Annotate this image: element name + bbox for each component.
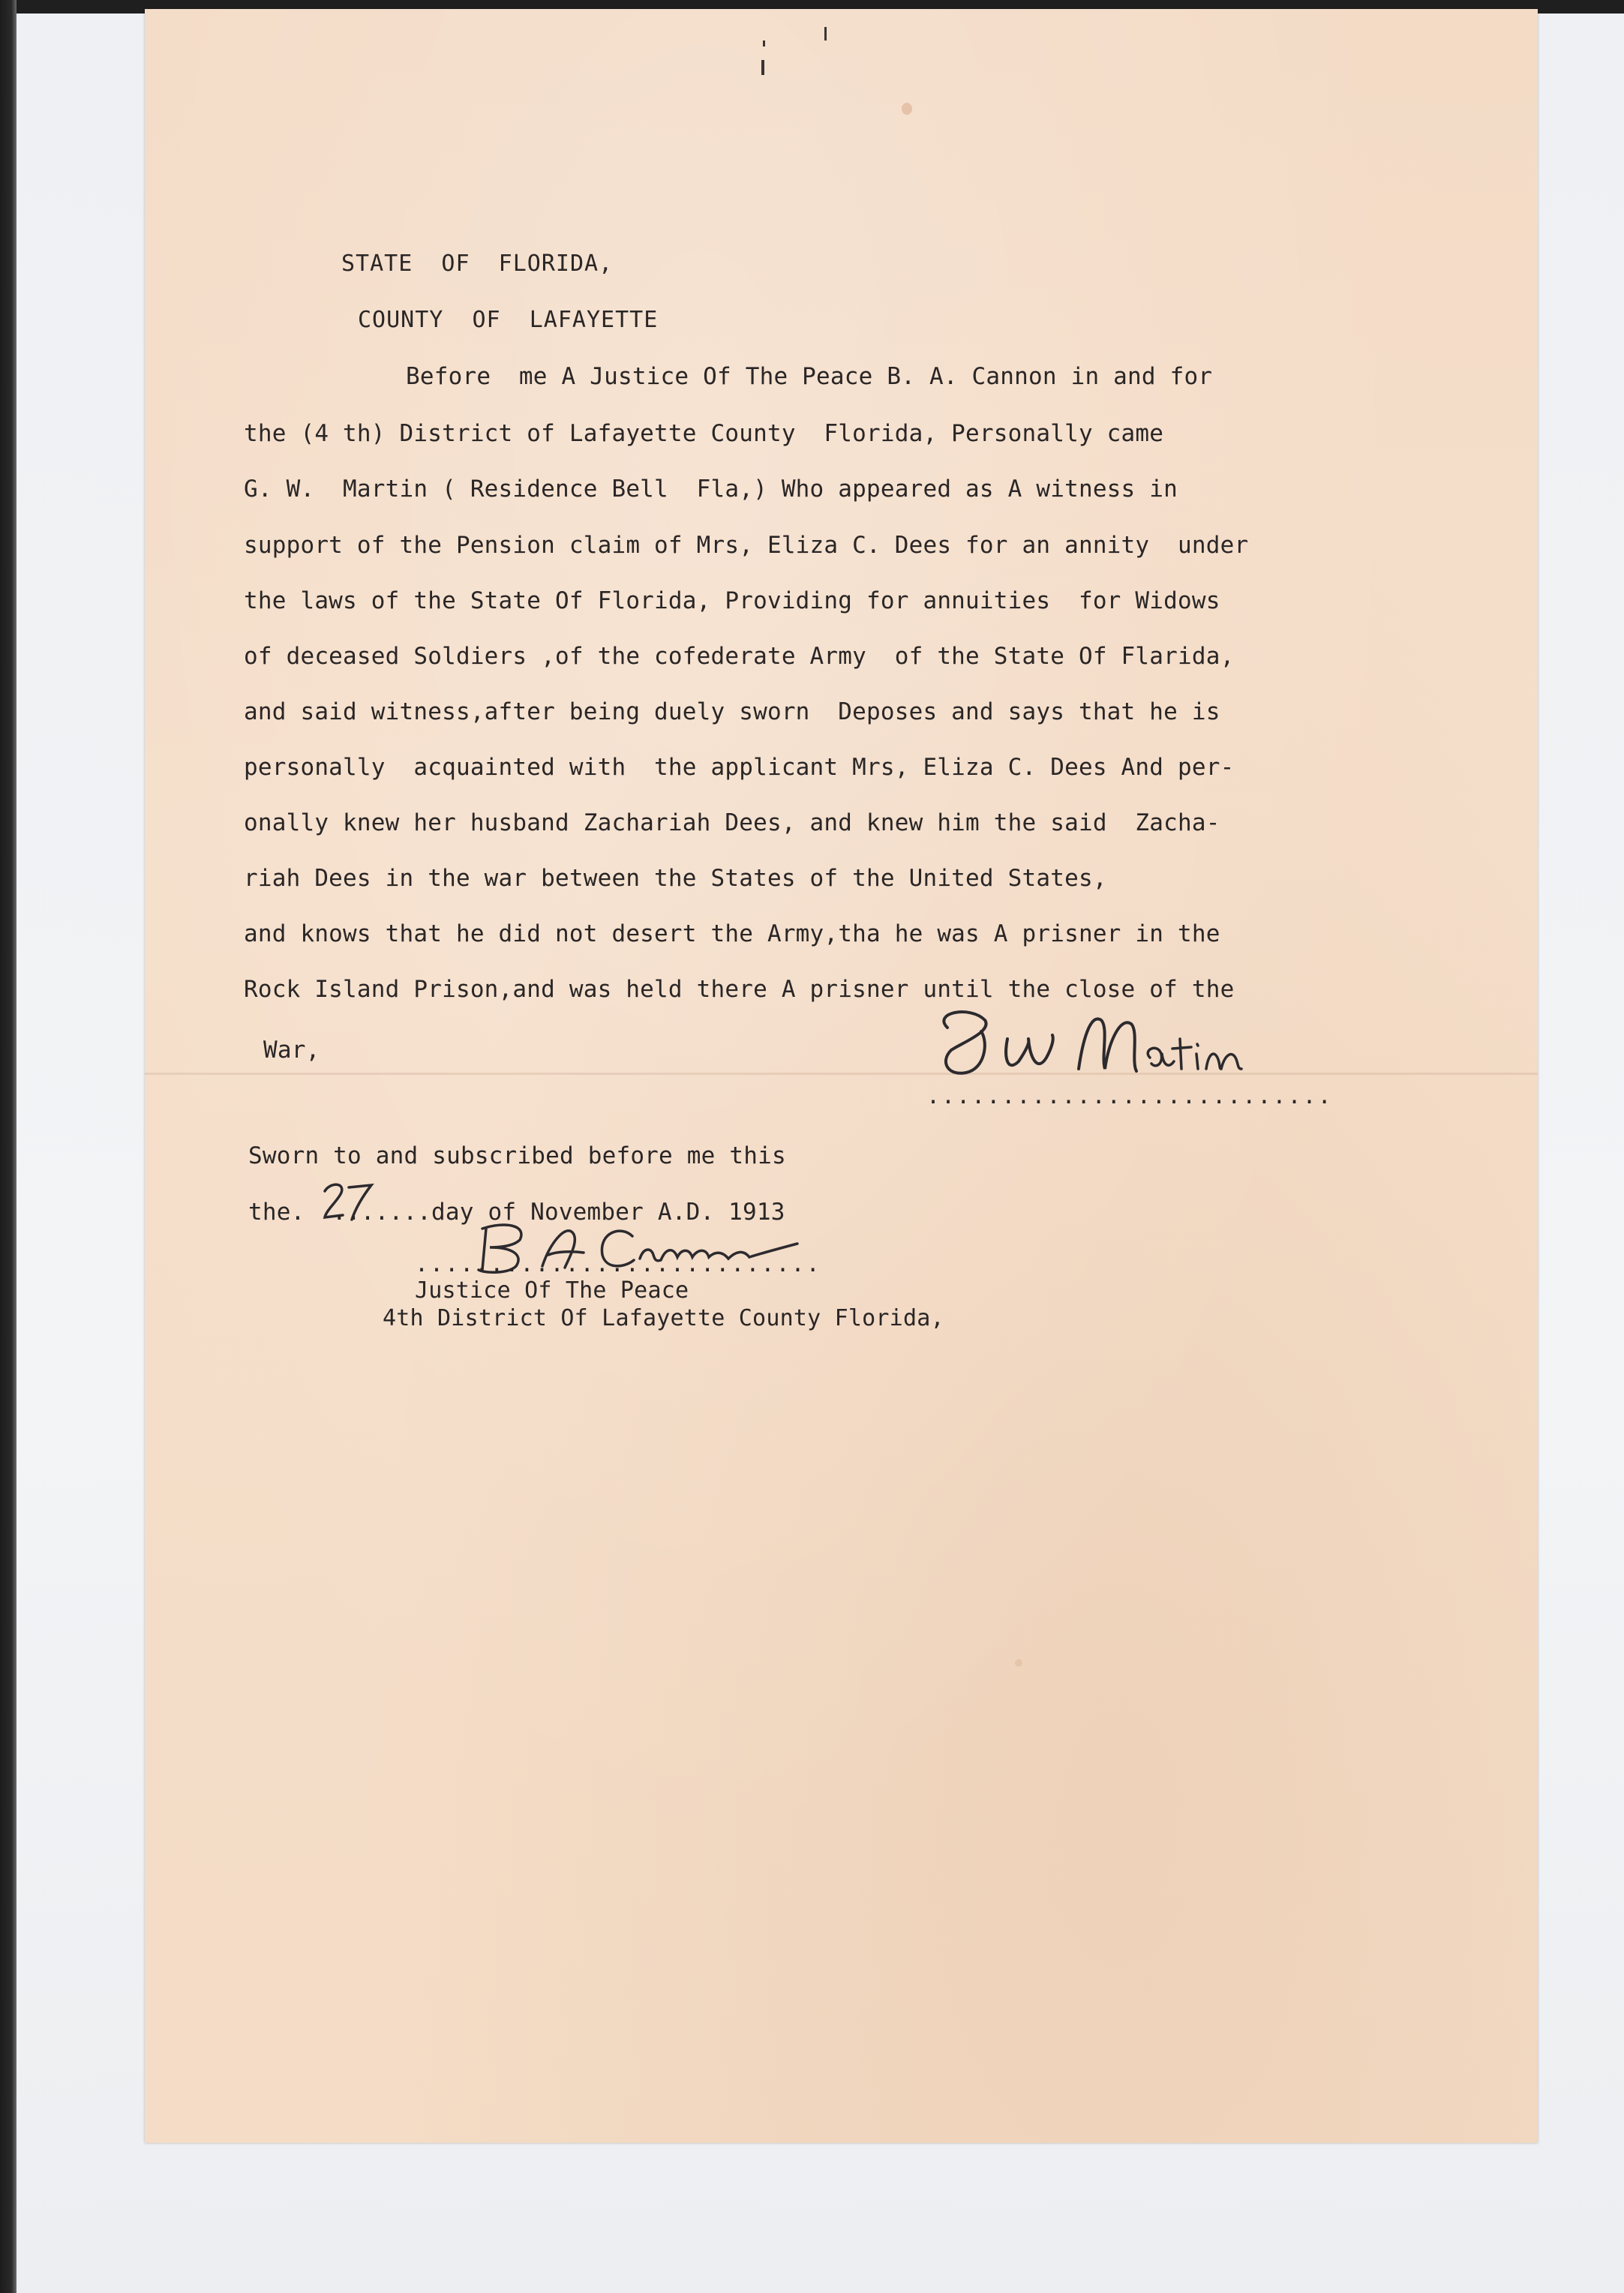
body-line: the laws of the State Of Florida, Providing for annuities for Widows [244,587,1220,614]
official-signature-dots: ........................... [415,1251,821,1277]
witness-signature-dots: ........................... [926,1083,1333,1109]
body-line: and said witness,after being duely sworn Deposes and says that he is [244,698,1220,725]
jurat-line-1: Sworn to and subscribed before me this [248,1142,786,1169]
jurat-line-2-prefix: the. [248,1199,305,1226]
ink-mark [763,41,765,47]
witness-signature [917,998,1270,1095]
body-line: War, [263,1037,320,1064]
body-line: support of the Pension claim of Mrs, Eliza C. Dees for an annity under [244,532,1249,559]
heading-state: STATE OF FLORIDA, [341,251,614,277]
body-line: of deceased Soldiers ,of the cofederate Army of the State Of Flarida, [244,643,1235,670]
scanner-left-edge [0,0,17,2293]
body-line: the (4 th) District of Lafayette County Florida, Personally came [244,420,1164,447]
ink-mark [761,60,764,75]
heading-county: COUNTY OF LAFAYETTE [358,307,659,333]
body-line: personally acquainted with the applicant Mrs, Eliza C. Dees And per- [244,754,1235,781]
official-title-line-2: 4th District Of Lafayette County Florida, [383,1305,944,1331]
jurat-line-2-suffix: .......day of November A.D. 1913 [332,1199,785,1226]
document-page [145,9,1538,2143]
ink-mark [824,27,827,41]
official-title-line-1: Justice Of The Peace [415,1277,689,1304]
body-line: riah Dees in the war between the States of the United States, [244,865,1107,892]
paper-stain [902,103,912,115]
body-line: Rock Island Prison,and was held there A prisner until the close of the [244,976,1235,1003]
body-line: G. W. Martin ( Residence Bell Fla,) Who appeared as A witness in [244,476,1178,503]
paper-stain [1015,1659,1022,1667]
body-line: onally knew her husband Zachariah Dees, and knew him the said Zacha- [244,809,1220,836]
paper-fold [145,1073,1538,1075]
body-line: and knows that he did not desert the Army,tha he was A prisner in the [244,920,1220,947]
body-line: Before me A Justice Of The Peace B. A. Cannon in and for [406,363,1213,390]
